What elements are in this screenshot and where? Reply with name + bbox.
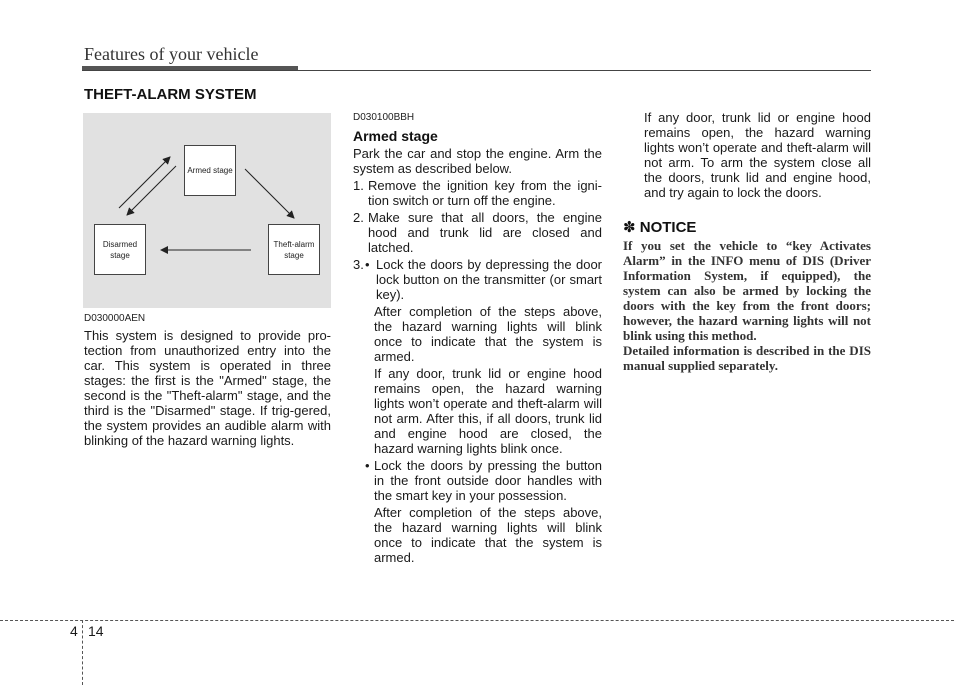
step-2-text: Make sure that all doors, the engine hood and trunk lid are closed and latched. — [368, 210, 602, 255]
diagram-code: D030000AEN — [84, 313, 146, 324]
header-rule — [82, 70, 871, 71]
bullet-1-after: After completion of the steps above, the hazard warning lights will blink once to indicate that the system is armed. — [374, 304, 602, 364]
continued-paragraph: If any door, trunk lid or engine hood remains open, the hazard warning lights won’t operate and theft-alarm will not arm. To arm the system close all the doors, trunk lid and engine hood, and try again to lock the doors. — [644, 110, 871, 200]
arrow-disarmed-to-armed — [119, 157, 170, 208]
step-3-number: 3. — [353, 257, 364, 272]
step-1-text: Remove the ignition key from the igni-tion switch or turn off the engine. — [368, 178, 602, 208]
notice-paragraph-2: Detailed information is described in the DIS manual supplied separately. — [623, 343, 871, 373]
notice-paragraph-1: If you set the vehicle to “key Activates Alarm” in the INFO menu of DIS (Driver Information System, if equipped), the system can also be armed by locking the doors with the key from the front doors; however, the hazard warning lights will not blink using this method. — [623, 238, 871, 343]
stage-diagram — [83, 113, 331, 308]
stage-armed: Armed stage — [184, 145, 236, 196]
arrow-armed-to-disarmed — [127, 166, 176, 215]
section-heading: THEFT-ALARM SYSTEM — [84, 86, 257, 103]
step-2-number: 2. — [353, 210, 364, 225]
step-1 — [353, 178, 602, 208]
armed-intro: Park the car and stop the engine. Arm the system as described below. — [353, 146, 602, 176]
bullet-2-after: After completion of the steps above, the hazard warning lights will blink once to indicate that the system is armed. — [374, 505, 602, 565]
bullet-1-text: Lock the doors by depressing the door lock button on the transmitter (or smart key). — [376, 257, 602, 302]
page-number: 14 — [88, 623, 104, 639]
armed-stage-heading: Armed stage — [353, 128, 438, 144]
bullet-2-text: Lock the doors by pressing the button in the front outside door handles with the smart key in your possession. — [374, 458, 602, 503]
bullet-mark: • — [365, 458, 370, 473]
footer-rule — [0, 620, 954, 621]
notice-heading: ✽ NOTICE — [623, 219, 697, 236]
step-1-number: 1. — [353, 178, 364, 193]
diagram-arrows — [83, 113, 331, 308]
stage-disarmed: Disarmed stage — [94, 224, 146, 275]
stage-theft-alarm: Theft-alarm stage — [268, 224, 320, 275]
intro-paragraph: This system is designed to provide pro-tection from unauthorized entry into the car. This system is operated in three stages: the first is the "Armed" stage, the second is the "Theft-alarm" stage, and the third is the "Disarmed" stage. If trig-gered, the system provides an audible alarm with blinking of the hazard warning lights. — [84, 328, 331, 448]
bullet-2 — [353, 458, 602, 503]
step-2 — [353, 210, 602, 255]
section-number: 4 — [70, 623, 78, 639]
header-title: Features of your vehicle — [84, 44, 259, 64]
footer-divider — [82, 620, 83, 685]
step-3 — [353, 257, 602, 302]
section-code: D030100BBH — [353, 112, 415, 123]
bullet-mark: • — [365, 257, 370, 272]
notice-body — [623, 238, 871, 373]
arrow-armed-to-theft — [245, 169, 294, 218]
bullet-1-note: If any door, trunk lid or engine hood remains open, the hazard warning lights won’t operate and theft-alarm will not arm. After this, if all doors, trunk lid and engine hood are closed, the hazard warning lights blink once. — [374, 366, 602, 456]
armed-stage-column — [353, 110, 602, 567]
